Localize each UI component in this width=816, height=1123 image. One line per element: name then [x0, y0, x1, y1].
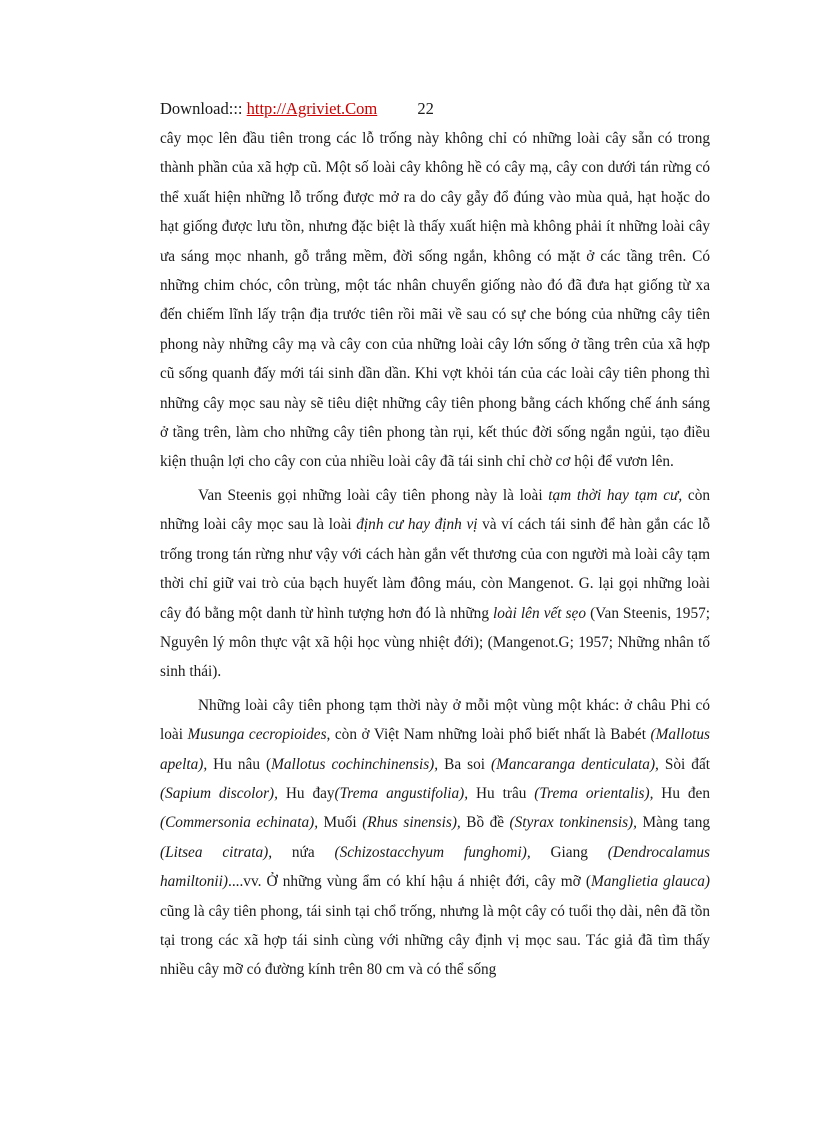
p3-text-run: Những loài cây tiên phong tạm thời này ở mỗi một vùng một khác: ở châu Phi có loài	[160, 696, 710, 744]
species-name: (Litsea citrata),	[160, 843, 273, 861]
species-name: (Rhus sinensis),	[362, 814, 461, 832]
p3-text-run: nứa	[272, 843, 335, 861]
site-link[interactable]: http://Agriviet.Com	[246, 99, 378, 118]
p3-text-run: Muối	[318, 814, 363, 832]
p2-text-c: , còn những loài cây mọc sau là loài	[160, 486, 710, 534]
p3-text-run: Hu đen	[653, 784, 710, 802]
species-name: (Trema orientalis),	[534, 784, 654, 802]
species-name: Mallotus cochinchinensis),	[271, 755, 439, 773]
species-name: (Schizostacchyum funghomi),	[334, 843, 531, 861]
p3-text-run: Giang	[530, 843, 608, 861]
species-name: Musunga cecropioides,	[187, 726, 331, 744]
paragraph-2	[160, 481, 710, 687]
download-label: Download:::	[160, 99, 243, 118]
p3-text-run: Màng tang	[636, 814, 710, 832]
p3-text-run: Bồ đề	[460, 814, 510, 832]
body-text	[160, 124, 710, 985]
species-name: (Commersonia echinata),	[160, 814, 319, 832]
p3-text-run: Ba soi	[438, 755, 491, 773]
p3-text-run: Hu nâu (	[207, 755, 272, 773]
p2-italic-term-3: loài lên vết sẹo	[493, 604, 586, 622]
species-name: (Mancaranga denticulata),	[491, 755, 659, 773]
species-name: Manglietia glauca)	[591, 873, 710, 891]
p3-text-run: Sòi đất	[658, 755, 710, 773]
p3-text-run: còn ở Việt Nam những loài phổ biết nhất là Babét	[330, 726, 651, 744]
p2-text-g: (Van Steenis, 1957; Nguyên lý môn thực vật xã hội học vùng nhiệt đới); (Mangenot.G; 1957; Những nhân tố sinh thái).	[160, 604, 710, 681]
species-name: (Mallotus apelta),	[160, 726, 710, 773]
page-number: 22	[417, 99, 434, 118]
p3-text-run: Hu trâu	[468, 784, 535, 802]
page-header	[160, 94, 710, 124]
species-name: (Sapium discolor),	[160, 784, 278, 802]
p2-italic-term-2: định cư hay định vị	[356, 516, 478, 534]
p3-text-run: cũng là cây tiên phong, tái sinh tại chổ trống, nhưng là một cây có tuổi thọ dài, nên đã tồn tại trong các xã hợp tái sinh cùng với những cây định vị mọc sau. Tác giả đã tìm thấy nhiều cây mỡ có đường kính trên 80 cm và có thể sống	[160, 902, 710, 979]
p2-text-a: Van Steenis gọi những loài cây tiên phong này là loài	[198, 486, 549, 504]
paragraph-1: cây mọc lên đầu tiên trong các lỗ trống này không chỉ có những loài cây sẵn có trong thành phần của xã hợp cũ. Một số loài cây không hề có cây mạ, cây con dưới tán rừng có thể xuất hiện những lỗ trống được mở ra do cây gẫy đổ đúng vào mùa quả, hạt hoặc do hạt giống được lưu tồn, nhưng đặc biệt là thấy xuất hiện mà không phải ít những loài cây ưa sáng mọc nhanh, gỗ trắng mềm, đời sống ngắn, không có mặt ở các tầng trên. Có những chim chóc, côn trùng, một tác nhân chuyển giống nào đó đã đưa hạt giống từ xa đến chiếm lĩnh lấy trận địa trước tiên rồi mãi về sau có sự che bóng của những cây tiên phong này những cây mạ và cây con của những loài cây lớn sống ở tầng trên của xã hợp cũ sống quanh đấy mới tái sinh dần dần. Khi vợt khỏi tán của các loài cây tiên phong thì những cây mọc sau này sẽ tiêu diệt những cây tiên phong bằng cách khống chế ánh sáng ở tầng trên, làm cho những cây tiên phong tàn rụi, kết thúc đời sống ngắn ngủi, tạo điều kiện thuận lợi cho cây con của nhiều loài cây đã tái sinh chỉ chờ cơ hội để vươn lên.	[160, 130, 710, 471]
species-name: (Styrax tonkinensis),	[509, 814, 637, 832]
species-name: (Dendrocalamus hamiltonii)	[160, 843, 710, 891]
p3-text-run: Hu đay	[277, 784, 335, 802]
species-name: (Trema angustifolia),	[334, 784, 469, 802]
document-page	[160, 94, 710, 985]
p2-text-e: và ví cách tái sinh để hàn gắn các lỗ trống trong tán rừng như vậy với cách hàn gắn vết thương của con người mà loài cây tạm thời chỉ giữ vai trò của bạch huyết làm đông máu, còn Mangenot. G. lại gọi những loài cây đó bằng một danh từ hình tượng hơn đó là những	[160, 516, 710, 622]
p3-text-run: ....vv. Ở những vùng ẩm có khí hậu á nhiệt đới, cây mỡ (	[228, 873, 591, 891]
paragraph-3	[160, 691, 710, 985]
p2-italic-term-1: tạm thời hay tạm cư	[548, 486, 679, 504]
